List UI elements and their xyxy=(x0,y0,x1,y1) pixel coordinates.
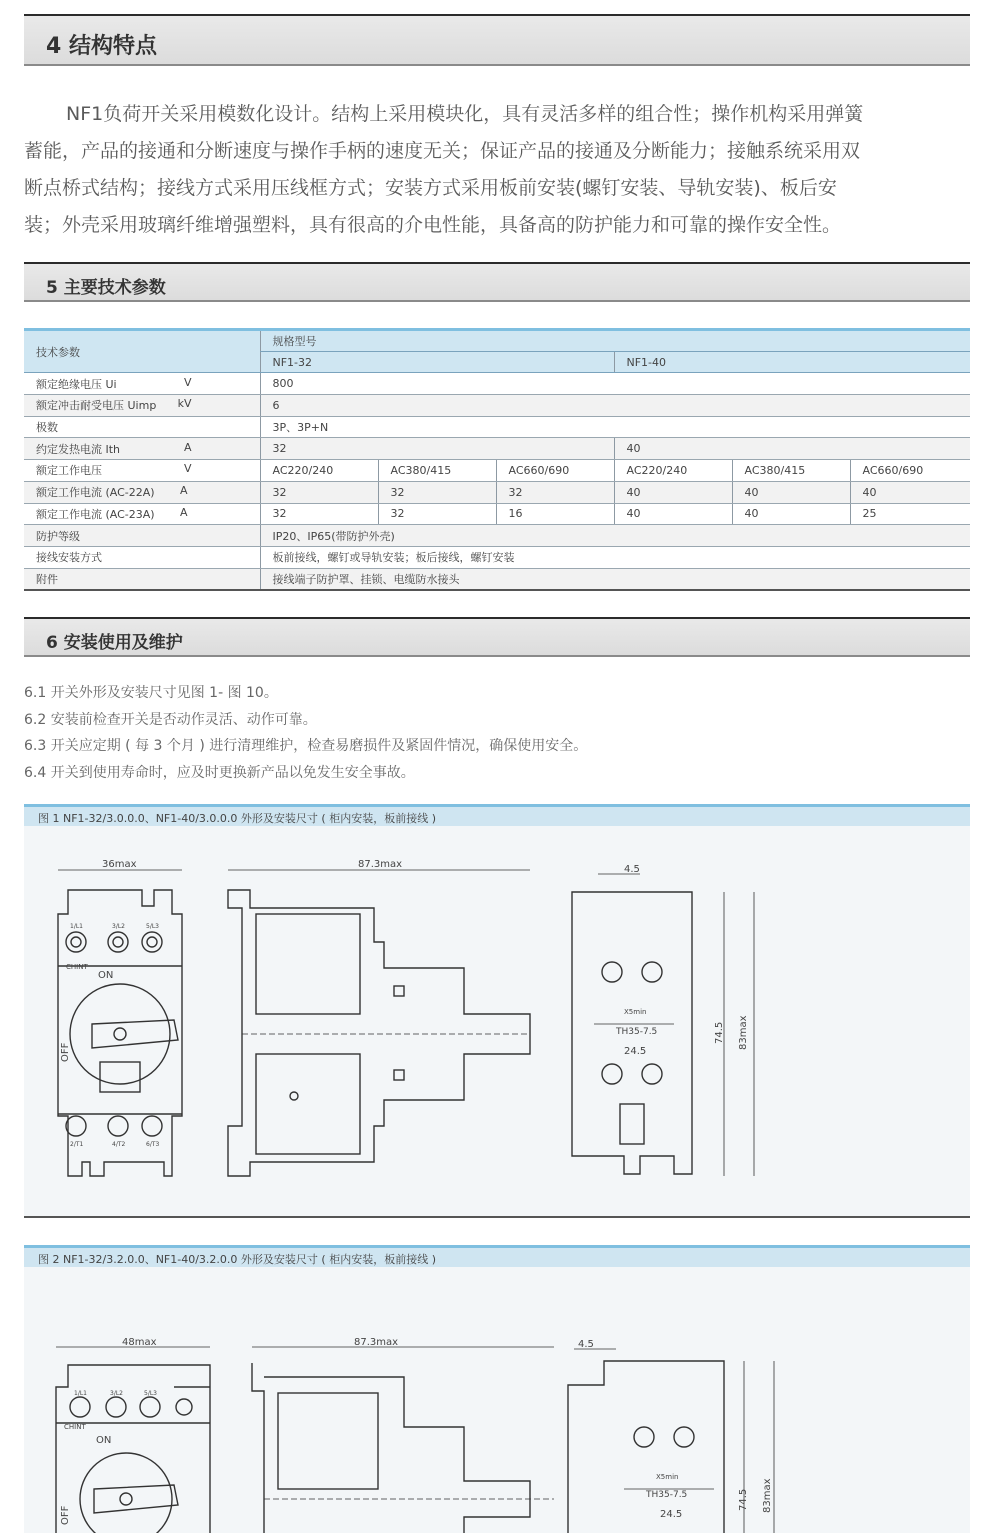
row-value: 接线端子防护罩、挂锁、电缆防水接头 xyxy=(260,568,970,590)
table-cell: 32 xyxy=(378,503,496,525)
row-value: 6 xyxy=(260,395,970,417)
table-cell: 32 xyxy=(496,481,614,503)
dim-depth: 87.3max xyxy=(354,1337,399,1348)
table-row xyxy=(24,373,970,395)
figure-1-svg xyxy=(24,826,970,1218)
dim-x5: X5min xyxy=(656,1473,679,1481)
terminal-label: 6/T3 xyxy=(146,1141,160,1148)
list-item: 6.3 开关应定期 ( 每 3 个月 ) 进行清理维护，检查易磨损件及紧固件情况，确保使用安全。 xyxy=(24,738,588,754)
row-value: IP20、IP65(带防护外壳) xyxy=(260,525,970,547)
table-cell: 40 xyxy=(850,481,970,503)
row-label: 附件 xyxy=(24,568,260,590)
row-value: 板前接线，螺钉或导轨安装；板后接线，螺钉安装 xyxy=(260,546,970,568)
dim-height-b: 83max xyxy=(738,1015,749,1050)
table-row xyxy=(24,481,970,503)
list-item: 6.1 开关外形及安装尺寸见图 1- 图 10。 xyxy=(24,685,278,701)
table-row xyxy=(24,395,970,417)
row-label: 接线安装方式 xyxy=(24,546,260,568)
param-header: 技术参数 xyxy=(24,330,260,373)
row-value-b: 40 xyxy=(614,438,970,460)
brand-label: CHINT xyxy=(64,1423,86,1431)
figure-1-drawing xyxy=(24,826,970,1218)
mounting-view xyxy=(572,864,754,1176)
dim-width: 48max xyxy=(122,1337,157,1348)
mounting-view xyxy=(568,1339,774,1533)
dim-x5: X5min xyxy=(624,1008,647,1016)
table-cell: 25 xyxy=(850,503,970,525)
terminal-label: 5/L3 xyxy=(144,1390,157,1397)
terminal-label: 1/L1 xyxy=(74,1390,87,1397)
dim-depth: 87.3max xyxy=(358,859,403,870)
table-row xyxy=(24,503,970,525)
table-cell: 32 xyxy=(260,503,378,525)
table-row xyxy=(24,525,970,547)
row-unit: V xyxy=(183,462,192,476)
figure-2-caption: 图 2 NF1-32/3.2.0.0、NF1-40/3.2.0.0 外形及安装尺寸 ( 柜内安装，板前接线 ) xyxy=(24,1245,970,1267)
row-label: V 额定绝缘电压 Ui xyxy=(24,373,260,395)
row-unit: A xyxy=(179,505,188,519)
row-unit: kV xyxy=(177,397,192,411)
terminal-label: 5/L3 xyxy=(146,923,159,930)
terminal-label: 3/L2 xyxy=(112,923,125,930)
section-4-paragraph xyxy=(24,96,954,244)
row-label: A 额定工作电流 (AC-22A) xyxy=(24,481,260,503)
side-view xyxy=(252,1337,554,1533)
row-label: V 额定工作电压 xyxy=(24,460,260,482)
row-unit: V xyxy=(183,375,192,389)
row-label: 防护等级 xyxy=(24,525,260,547)
paragraph-line: 蓄能，产品的接通和分断速度与操作手柄的速度无关；保证产品的接通及分断能力；接触系统采用双 xyxy=(24,140,861,162)
table-cell: 16 xyxy=(496,503,614,525)
table-row xyxy=(24,546,970,568)
list-item: 6.4 开关到使用寿命时，应及时更换新产品以免发生安全事故。 xyxy=(24,764,415,781)
dim-height-a: 74.5 xyxy=(738,1488,749,1511)
on-label: ON xyxy=(98,970,114,981)
dim-rail-width: 24.5 xyxy=(624,1046,647,1057)
paragraph-line: 装；外壳采用玻璃纤维增强塑料，具有很高的介电性能，具备高的防护能力和可靠的操作安全性。 xyxy=(24,214,842,236)
terminal-label: 1/L1 xyxy=(70,923,83,930)
row-value: 3P、3P+N xyxy=(260,416,970,438)
section-5-title: 5 主要技术参数 xyxy=(46,278,166,298)
side-view xyxy=(228,859,530,1176)
terminal-label: 3/L2 xyxy=(110,1390,123,1397)
on-label: ON xyxy=(96,1435,112,1446)
maintenance-list xyxy=(24,680,587,786)
front-view xyxy=(56,1337,210,1533)
terminal-label: 2/T1 xyxy=(70,1141,84,1148)
spec-table xyxy=(24,328,970,591)
dim-width: 36max xyxy=(102,859,137,870)
off-label: OFF xyxy=(60,1042,71,1062)
section-6-header xyxy=(24,617,970,657)
dim-offset: 4.5 xyxy=(624,864,640,875)
dim-height-b: 83max xyxy=(762,1478,773,1513)
figure-2-drawing xyxy=(24,1267,970,1533)
brand-label: CHINT xyxy=(66,963,88,971)
paragraph-line: 断点桥式结构；接线方式采用压线框方式；安装方式采用板前安装(螺钉安装、导轨安装)、板后安 xyxy=(24,177,837,199)
terminal-label: 4/T2 xyxy=(112,1141,126,1148)
model-header: 规格型号 xyxy=(260,330,970,352)
row-label: 极数 xyxy=(24,416,260,438)
figure-2-svg xyxy=(24,1267,970,1533)
row-label: A 额定工作电流 (AC-23A) xyxy=(24,503,260,525)
table-cell: AC220/240 xyxy=(260,460,378,482)
row-label: A 约定发热电流 Ith xyxy=(24,438,260,460)
figure-1-caption: 图 1 NF1-32/3.0.0.0、NF1-40/3.0.0.0 外形及安装尺寸 ( 柜内安装，板前接线 ) xyxy=(24,804,970,826)
table-cell: 40 xyxy=(732,481,850,503)
dim-rail-width: 24.5 xyxy=(660,1509,683,1520)
dim-rail: TH35-7.5 xyxy=(646,1490,688,1500)
model-b-header: NF1-40 xyxy=(614,351,970,373)
table-cell: 40 xyxy=(614,481,732,503)
row-unit: A xyxy=(183,440,192,454)
section-6-title: 6 安装使用及维护 xyxy=(46,633,183,653)
table-row xyxy=(24,568,970,590)
table-cell: AC380/415 xyxy=(378,460,496,482)
table-cell: 32 xyxy=(378,481,496,503)
list-item: 6.2 安装前检查开关是否动作灵活、动作可靠。 xyxy=(24,711,317,728)
row-label: kV 额定冲击耐受电压 Uimp xyxy=(24,395,260,417)
dim-height-a: 74.5 xyxy=(714,1021,725,1044)
table-cell: AC660/690 xyxy=(850,460,970,482)
table-row xyxy=(24,416,970,438)
table-cell: 40 xyxy=(614,503,732,525)
section-4-title: 4 结构特点 xyxy=(46,34,157,59)
section-4-header xyxy=(24,14,970,66)
row-unit: A xyxy=(179,484,188,498)
table-cell: 32 xyxy=(260,481,378,503)
off-label: OFF xyxy=(60,1505,71,1525)
table-cell: AC380/415 xyxy=(732,460,850,482)
table-cell: 40 xyxy=(732,503,850,525)
table-row xyxy=(24,460,970,482)
model-a-header: NF1-32 xyxy=(260,351,614,373)
row-value: 800 xyxy=(260,373,970,395)
front-view xyxy=(58,859,182,1176)
section-5-header xyxy=(24,262,970,302)
row-value-a: 32 xyxy=(260,438,614,460)
table-row xyxy=(24,438,970,460)
table-cell: AC660/690 xyxy=(496,460,614,482)
table-cell: AC220/240 xyxy=(614,460,732,482)
table-header-row xyxy=(24,330,970,352)
dim-offset: 4.5 xyxy=(578,1339,594,1350)
dim-rail: TH35-7.5 xyxy=(616,1027,658,1037)
paragraph-line: NF1负荷开关采用模数化设计。结构上采用模块化，具有灵活多样的组合性；操作机构采用弹簧 xyxy=(66,103,864,125)
